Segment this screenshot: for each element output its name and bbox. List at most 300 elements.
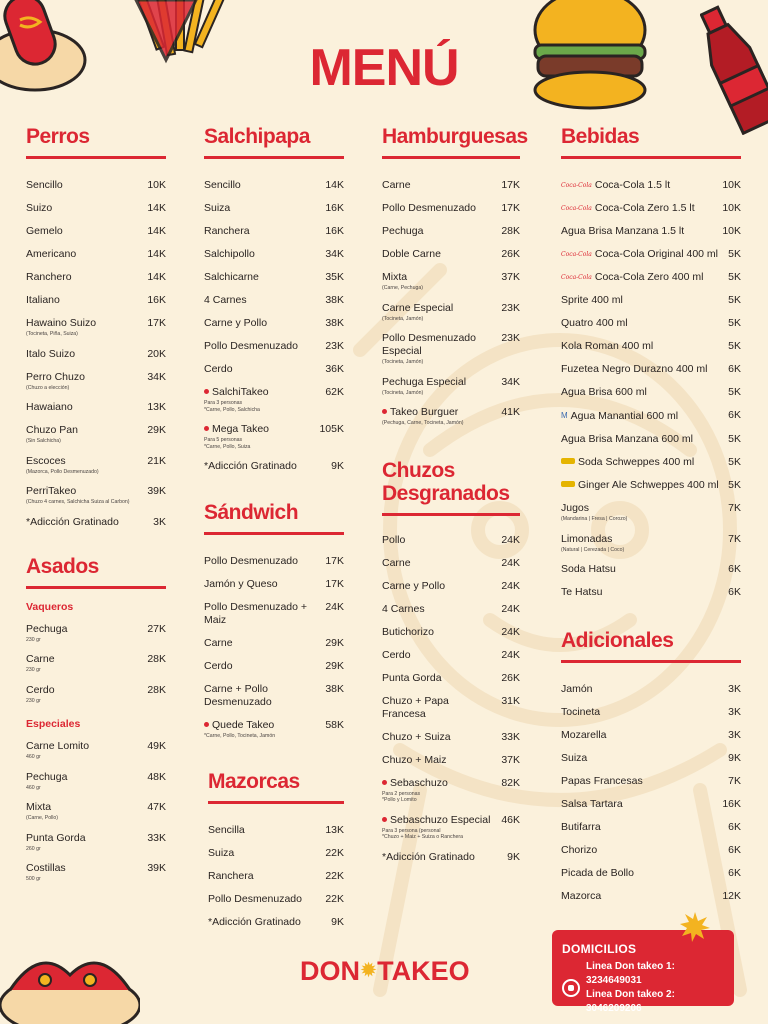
menu-item-price: 17K [147, 317, 166, 330]
menu-item [561, 844, 741, 857]
schweppes-logo-icon [561, 481, 575, 487]
menu-item-name [26, 740, 147, 761]
menu-item-label: Agua Manantial 600 ml [570, 410, 679, 423]
menu-item [382, 649, 520, 662]
menu-item-price: 48K [147, 770, 166, 783]
menu-item-price: 14K [147, 225, 166, 238]
menu-item-name [208, 893, 325, 906]
menu-item [208, 824, 344, 837]
menu-item-name [382, 851, 507, 864]
menu-item-name [382, 754, 501, 767]
menu-item-name [561, 456, 728, 469]
menu-item-price: 22K [325, 869, 344, 882]
menu-item-label: Sencillo [204, 179, 241, 192]
coca-cola-logo-icon: Coca-Cola [561, 205, 592, 213]
section-title-mazorcas: Mazorcas [208, 770, 344, 804]
menu-item-name [204, 179, 325, 192]
menu-item-label: Ranchera [204, 225, 250, 238]
menu-item-note: 260 gr [26, 845, 41, 852]
menu-item [561, 294, 741, 307]
menu-item [208, 893, 344, 906]
menu-item-label: Carne [26, 653, 55, 666]
menu-item [382, 302, 520, 323]
menu-item-price: 5K [728, 271, 741, 284]
menu-item-name [561, 363, 728, 376]
menu-item-name [26, 424, 147, 445]
menu-item [382, 580, 520, 593]
menu-item-label: Suiza [208, 846, 235, 859]
menu-item-name [561, 271, 728, 284]
menu-item-label: Coca-Cola 1.5 lt [594, 179, 671, 192]
menu-item-price: 105K [319, 423, 344, 436]
menu-item [204, 248, 344, 261]
menu-item [26, 771, 166, 792]
menu-item-label: Punta Gorda [382, 671, 442, 684]
menu-item [561, 202, 741, 215]
menu-item-price: 21K [147, 454, 166, 467]
delivery-line-2[interactable]: Linea Don takeo 2: 3046209206 [586, 989, 675, 1014]
menu-item-label: Pechuga [26, 770, 68, 783]
menu-item [561, 729, 741, 742]
menu-item-label: *Adicción Gratinado [204, 460, 297, 473]
menu-item-label: Chuzo Pan [26, 424, 78, 437]
menu-item [561, 409, 741, 423]
menu-item-label: Limonadas [561, 532, 613, 545]
menu-item-label: Carne + Pollo Desmenuzado [204, 683, 272, 709]
delivery-line-1[interactable]: Linea Don takeo 1: 3234649031 [586, 961, 675, 986]
menu-item [382, 534, 520, 547]
bullet-icon [204, 426, 209, 431]
menu-item-label: Sencillo [26, 179, 63, 192]
menu-item [382, 332, 520, 366]
menu-item-label: Agua Brisa Manzana 600 ml [561, 433, 693, 446]
menu-item-name [382, 248, 501, 261]
menu-item-label: Sebaschuzo [390, 776, 448, 789]
menu-item-price: 58K [325, 719, 344, 732]
menu-item-label: Pollo [382, 533, 406, 546]
menu-item [561, 798, 741, 811]
menu-item [26, 832, 166, 853]
menu-item-label: Kola Roman 400 ml [561, 340, 654, 353]
menu-item [26, 740, 166, 761]
menu-item [382, 754, 520, 767]
menu-item-name [26, 401, 147, 414]
menu-item [382, 179, 520, 192]
menu-item-name [382, 406, 501, 427]
menu-item-name [26, 348, 147, 361]
menu-item [382, 271, 520, 292]
brand-logo [300, 956, 470, 987]
menu-item-name [382, 225, 501, 238]
menu-item-note: (Natural | Cerezada | Coco) [561, 546, 625, 553]
menu-item-label: Sencilla [208, 823, 245, 836]
menu-item-note: *Carne, Pollo, Salchicha [204, 406, 260, 413]
menu-item-price: 39K [147, 485, 166, 498]
menu-item-label: Chuzo + Maiz [382, 753, 447, 766]
menu-item-label: Butichorizo [382, 625, 434, 638]
menu-item [561, 867, 741, 880]
menu-item [208, 916, 344, 929]
menu-item [26, 248, 166, 261]
menu-item-price: 82K [501, 776, 520, 789]
sun-icon: ✹ [361, 960, 377, 980]
menu-item-label: Agua Brisa Manzana 1.5 lt [561, 225, 685, 238]
menu-item [561, 456, 741, 469]
menu-item-name [382, 376, 501, 397]
menu-item-name [204, 460, 331, 473]
menu-item-label: Salchipollo [204, 248, 255, 261]
menu-item [26, 371, 166, 392]
menu-item-price: 41K [501, 406, 520, 419]
menu-item-name [208, 916, 331, 929]
menu-item-label: Jugos [561, 502, 590, 515]
menu-item-label: Costillas [26, 862, 66, 875]
section-title-perros: Perros [26, 125, 166, 159]
menu-item [561, 363, 741, 376]
menu-item-price: 24K [325, 601, 344, 614]
menu-item-name [382, 332, 501, 366]
menu-item-name [382, 557, 501, 570]
menu-item-name [561, 248, 728, 261]
menu-item-note: Para 5 personas [204, 437, 243, 444]
subsection-vaqueros: Vaqueros [26, 600, 74, 613]
menu-item [204, 363, 344, 376]
menu-item-name [382, 814, 501, 841]
menu-item-note: Para 3 personas [204, 400, 243, 407]
menu-item-price: 29K [325, 637, 344, 650]
menu-item-name [204, 202, 325, 215]
menu-item-label: Pollo Desmenuzado Especial [382, 332, 476, 358]
menu-item-price: 24K [501, 602, 520, 615]
menu-item [26, 516, 166, 529]
menu-item-note: (Tocineta, Jamón) [382, 315, 424, 322]
manantial-logo-icon: M [561, 411, 568, 421]
menu-item-price: 24K [501, 648, 520, 661]
section-title-asados: Asados [26, 555, 166, 589]
menu-item-price: 14K [147, 248, 166, 261]
menu-item-name [561, 890, 722, 903]
perros-list [26, 179, 166, 529]
menu-item-name [561, 502, 728, 523]
menu-item-name [561, 202, 722, 215]
menu-item [204, 340, 344, 353]
menu-item-label: PerriTakeo [26, 485, 77, 498]
menu-item-name [382, 302, 501, 323]
menu-item-name [204, 340, 325, 353]
menu-item [561, 775, 741, 788]
menu-item-price: 33K [147, 831, 166, 844]
menu-item [382, 603, 520, 616]
whatsapp-icon [562, 979, 580, 997]
menu-item-name [382, 179, 501, 192]
menu-item [561, 586, 741, 599]
menu-item-price: 7K [728, 502, 741, 515]
menu-item-name [26, 862, 147, 883]
menu-item-price: 20K [147, 347, 166, 360]
menu-item-name [561, 844, 728, 857]
menu-item-price: 6K [728, 409, 741, 422]
menu-item-name [208, 824, 325, 837]
menu-item-name [561, 586, 728, 599]
menu-item-label: Perro Chuzo [26, 370, 85, 383]
menu-item [26, 225, 166, 238]
menu-item-label: 4 Carnes [382, 602, 425, 615]
menu-item [204, 202, 344, 215]
menu-item-label: Butifarra [561, 821, 601, 834]
menu-item-label: Gemelo [26, 225, 63, 238]
menu-item-note: 500 gr [26, 876, 41, 883]
menu-item-name [26, 653, 147, 674]
delivery-lines [562, 960, 724, 1016]
menu-item-name [204, 248, 325, 261]
menu-item [561, 248, 741, 261]
menu-item-price: 6K [728, 844, 741, 857]
menu-item-note: (Mazorca, Pollo Desmenuzado) [26, 468, 99, 475]
menu-item [204, 179, 344, 192]
menu-item [208, 870, 344, 883]
menu-item-note: (Chuzo 4 carnes, Salchicha Suiza al Carbon) [26, 499, 130, 506]
page-title: MENÚ [309, 39, 459, 97]
subsection-especiales: Especiales [26, 718, 81, 731]
menu-item-name [26, 317, 147, 338]
menu-item-name [382, 731, 501, 744]
menu-item-price: 14K [147, 271, 166, 284]
menu-item [26, 801, 166, 822]
menu-item-note: (Sin Salchicha) [26, 438, 61, 445]
menu-item-note: (Tocineta, Jamón) [382, 359, 424, 366]
menu-item-label: Hawaiano [26, 401, 73, 414]
menu-item-price: 28K [147, 653, 166, 666]
menu-item-name [204, 317, 325, 330]
menu-item-price: 33K [501, 730, 520, 743]
section-title-sandwich: Sándwich [204, 501, 344, 535]
menu-item-name [382, 202, 501, 215]
logo-left-text: DON [300, 956, 360, 986]
menu-item [561, 706, 741, 719]
menu-item-price: 14K [147, 202, 166, 215]
menu-item-price: 5K [728, 386, 741, 399]
menu-item-name [561, 729, 728, 742]
menu-item-label: Carne [382, 179, 411, 192]
menu-item-name [561, 821, 728, 834]
menu-item-name [561, 433, 728, 446]
delivery-title: DOMICILIOS [562, 942, 637, 956]
menu-item-name [26, 516, 153, 529]
menu-item-price: 16K [325, 202, 344, 215]
menu-item [26, 294, 166, 307]
menu-item-price: 10K [722, 179, 741, 192]
menu-item-price: 9K [728, 752, 741, 765]
menu-item-label: *Adicción Gratinado [382, 850, 475, 863]
menu-item [382, 777, 520, 804]
menu-item-label: Salchicarne [204, 271, 259, 284]
menu-item-name [26, 271, 147, 284]
bullet-icon [204, 389, 209, 394]
menu-item-label: Te Hatsu [561, 586, 603, 599]
menu-item-label: Americano [26, 248, 77, 261]
menu-item-label: Jamón y Queso [204, 578, 278, 591]
menu-item-name [204, 578, 325, 591]
logo-right-text: TAKEO [377, 956, 470, 986]
menu-item-name [561, 563, 728, 576]
menu-item-label: Quatro 400 ml [561, 317, 628, 330]
menu-item-price: 6K [728, 867, 741, 880]
menu-item-label: Picada de Bollo [561, 867, 634, 880]
menu-item-price: 36K [325, 363, 344, 376]
menu-item-price: 38K [325, 683, 344, 696]
menu-item-label: Suiza [204, 202, 231, 215]
menu-item-name [204, 225, 325, 238]
menu-item-name [204, 555, 325, 568]
menu-item-price: 24K [501, 625, 520, 638]
menu-item-price: 16K [325, 225, 344, 238]
menu-item-name [26, 801, 147, 822]
menu-item [26, 271, 166, 284]
menu-item [561, 821, 741, 834]
hamburguesas-list [382, 179, 520, 427]
food-illustration-icon [0, 935, 140, 1024]
menu-item-label: Escoces [26, 454, 66, 467]
menu-item-name [204, 423, 319, 450]
menu-item-price: 17K [325, 555, 344, 568]
menu-item-label: Coca-Cola Original 400 ml [594, 248, 719, 261]
menu-item-name [208, 870, 325, 883]
menu-item-label: Mixta [26, 801, 52, 814]
menu-item-name [26, 248, 147, 261]
bullet-icon [382, 817, 387, 822]
menu-item-note: (Mandarina | Fresa | Corozo) [561, 516, 628, 523]
menu-item-label: Quede Takeo [212, 719, 275, 732]
menu-item-label: Pollo Desmenuzado [204, 340, 298, 353]
chuzos-title-line1: Chuzos [382, 458, 455, 482]
menu-item-label: Pollo Desmenuzado + Maiz [204, 601, 308, 627]
menu-item-name [382, 626, 501, 639]
menu-item-price: 26K [501, 671, 520, 684]
menu-item-name [204, 363, 325, 376]
menu-item [26, 623, 166, 644]
menu-item-name [561, 533, 728, 554]
menu-item-note: Para 3 persona (personal [382, 827, 441, 834]
menu-item [26, 485, 166, 506]
menu-item [382, 248, 520, 261]
menu-item-name [204, 660, 325, 673]
menu-item-price: 12K [722, 890, 741, 903]
menu-item-price: 34K [501, 375, 520, 388]
menu-item [26, 202, 166, 215]
menu-item-price: 46K [501, 813, 520, 826]
chuzos-title-line2: Desgranados [382, 481, 510, 505]
menu-item-note: 460 gr [26, 784, 41, 791]
menu-item-label: Pechuga [26, 622, 68, 635]
menu-item-price: 35K [325, 271, 344, 284]
menu-item-price: 9K [331, 915, 344, 928]
menu-item-price: 24K [501, 579, 520, 592]
menu-item [561, 179, 741, 192]
menu-item-label: Takeo Burguer [390, 406, 459, 419]
menu-item-name [561, 798, 722, 811]
menu-item-note: *Carne, Pollo, Suiza [204, 443, 251, 450]
column-3 [382, 125, 528, 874]
menu-item-name [382, 777, 501, 804]
coca-cola-logo-icon: Coca-Cola [561, 274, 592, 282]
menu-item-price: 3K [728, 683, 741, 696]
menu-item-name [204, 386, 325, 413]
menu-item-label: Pechuga [382, 225, 424, 238]
menu-item-note: (Tocineta, Piña, Suiza) [26, 331, 78, 338]
menu-item-label: Punta Gorda [26, 831, 86, 844]
menu-item-price: 22K [325, 892, 344, 905]
menu-item-price: 5K [728, 479, 741, 492]
menu-item [382, 225, 520, 238]
menu-item-label: Ginger Ale Schweppes 400 ml [578, 479, 719, 492]
menu-item-name [561, 409, 728, 423]
menu-item-note: 460 gr [26, 754, 41, 761]
menu-item [204, 423, 344, 450]
starburst-badge-icon [680, 912, 710, 942]
menu-item [26, 317, 166, 338]
menu-item-label: *Adicción Gratinado [208, 915, 301, 928]
menu-item-price: 23K [501, 301, 520, 314]
menu-item-name [382, 271, 501, 292]
menu-item-name [561, 752, 728, 765]
menu-item [204, 601, 344, 627]
menu-item-label: Cerdo [204, 660, 233, 673]
asados-especiales-list [26, 740, 166, 883]
schweppes-logo-icon [561, 458, 575, 464]
menu-item-price: 17K [501, 202, 520, 215]
menu-item-price: 24K [501, 556, 520, 569]
menu-item [561, 386, 741, 399]
menu-item-label: Carne y Pollo [204, 317, 268, 330]
asados-vaqueros-list [26, 623, 166, 705]
menu-item-price: 23K [325, 340, 344, 353]
menu-item [561, 890, 741, 903]
menu-item-name [561, 479, 728, 492]
menu-item-price: 24K [501, 533, 520, 546]
menu-item [382, 626, 520, 639]
menu-item-name [26, 684, 147, 705]
menu-item-price: 13K [325, 823, 344, 836]
menu-item [26, 455, 166, 476]
menu-item-label: Cerdo [26, 683, 55, 696]
menu-item-price: 38K [325, 317, 344, 330]
menu-item [382, 557, 520, 570]
menu-item [382, 851, 520, 864]
menu-item-name [561, 225, 722, 238]
menu-item-name [561, 386, 728, 399]
menu-item-name [561, 775, 728, 788]
menu-item-name [561, 706, 728, 719]
menu-item-price: 9K [331, 460, 344, 473]
menu-item-label: Soda Schweppes 400 ml [578, 456, 695, 469]
bullet-icon [204, 722, 209, 727]
menu-item-label: Carne Lomito [26, 740, 90, 753]
menu-item [26, 179, 166, 192]
menu-item [561, 683, 741, 696]
menu-item-label: Carne Especial [382, 301, 454, 314]
menu-item-name [204, 683, 325, 709]
menu-item-label: Carne [204, 637, 233, 650]
menu-item [204, 317, 344, 330]
menu-item [561, 533, 741, 554]
menu-item-price: 6K [728, 563, 741, 576]
menu-item [382, 672, 520, 685]
menu-item-name [26, 623, 147, 644]
menu-item-price: 7K [728, 775, 741, 788]
menu-item-label: Cerdo [204, 363, 233, 376]
menu-item-name [26, 294, 147, 307]
menu-item-label: Mega Takeo [212, 423, 270, 436]
